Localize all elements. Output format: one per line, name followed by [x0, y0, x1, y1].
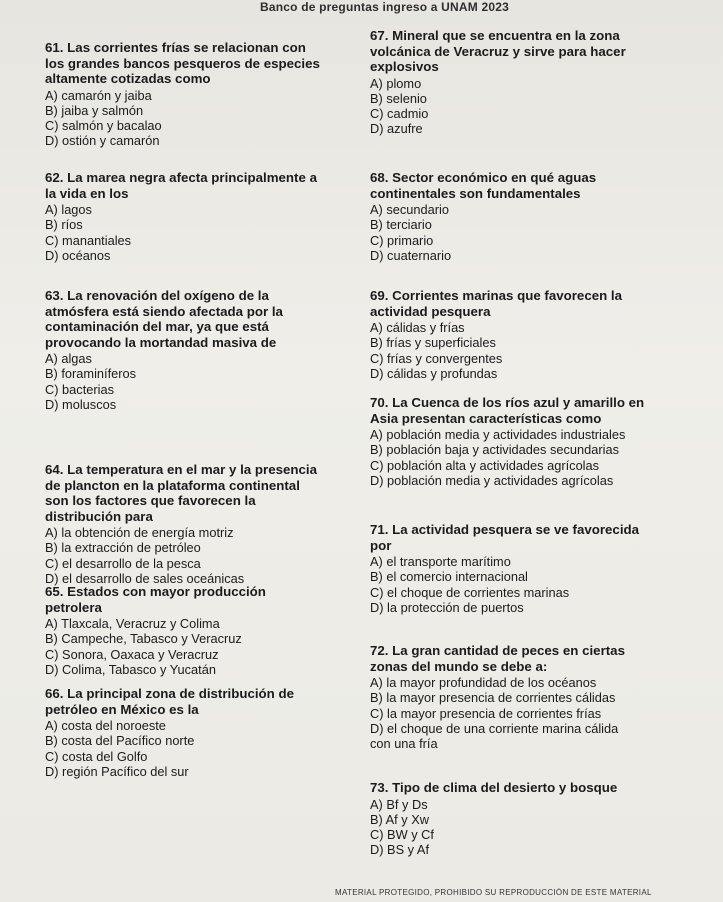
answer-option: B) costa del Pacífico norte — [45, 733, 195, 749]
answer-option: B) Campeche, Tabasco y Veracruz — [45, 631, 242, 647]
answer-options — [370, 76, 715, 137]
answer-option: A) población media y actividades industriales — [370, 427, 626, 442]
answer-option: A) lagos — [45, 202, 92, 217]
answer-option: C) cadmio — [370, 106, 429, 122]
answer-option: A) la mayor profundidad de los océanos — [370, 675, 597, 690]
question-stem: 69. Corrientes marinas que favorecen la actividad pesquera — [370, 288, 623, 319]
question-stem: 62. La marea negra afecta principalmente a la vida en los — [45, 170, 317, 201]
answer-options — [370, 554, 715, 615]
question-stem: 66. La principal zona de distribución de petróleo en México es la — [45, 686, 294, 717]
answer-option: D) cálidas y profundas — [370, 365, 498, 381]
answer-options — [45, 202, 345, 263]
answer-options — [45, 616, 345, 677]
answer-option: A) camarón y jaiba — [45, 87, 152, 103]
question-block — [370, 28, 715, 137]
answer-option: A) secundario — [370, 202, 449, 217]
answer-option: B) la extracción de petróleo — [45, 540, 201, 556]
answer-option: D) región Pacífico del sur — [45, 763, 189, 779]
answer-option: C) frías y convergentes — [370, 350, 503, 366]
answer-option: A) Bf y Ds — [370, 796, 428, 812]
answer-option: C) el desarrollo de la pesca — [45, 555, 201, 571]
answer-option: B) foraminíferos — [45, 366, 137, 382]
answer-options — [45, 525, 345, 586]
answer-option: A) Tlaxcala, Veracruz y Colima — [45, 616, 220, 631]
page-header: Banco de preguntas ingreso a UNAM 2023 — [260, 0, 509, 14]
answer-option: D) el choque de una corriente marina cálida con una fría — [370, 720, 619, 752]
answer-option: B) terciario — [370, 217, 432, 233]
answer-option: A) plomo — [370, 75, 422, 91]
answer-option: D) azufre — [370, 121, 423, 137]
answer-option: A) la obtención de energía motriz — [45, 525, 234, 540]
question-block — [45, 462, 345, 586]
answer-option: B) frías y superficiales — [370, 335, 496, 351]
question-block — [45, 288, 345, 412]
answer-option: C) salmón y bacalao — [45, 118, 162, 134]
answer-option: C) costa del Golfo — [45, 748, 148, 764]
answer-option: B) ríos — [45, 217, 83, 233]
answer-option: D) población media y actividades agrícolas — [370, 472, 614, 488]
answer-option: C) población alta y actividades agrícolas — [370, 457, 600, 473]
answer-option: C) la mayor presencia de corrientes frías — [370, 705, 602, 721]
answer-option: C) manantiales — [45, 232, 132, 248]
question-stem: 65. Estados con mayor producción petrolera — [45, 584, 266, 615]
answer-options — [370, 675, 715, 751]
answer-options — [370, 797, 715, 858]
right-column — [370, 0, 715, 880]
answer-options — [45, 718, 345, 779]
question-block — [370, 643, 715, 751]
answer-options — [370, 202, 715, 263]
left-column — [45, 0, 345, 880]
answer-option: C) Sonora, Oaxaca y Veracruz — [45, 646, 219, 662]
answer-option: B) población baja y actividades secundarias — [370, 442, 619, 458]
answer-option: B) Af y Xw — [370, 811, 430, 827]
answer-option: C) el choque de corrientes marinas — [370, 584, 570, 600]
answer-option: D) océanos — [45, 247, 111, 263]
question-stem: 64. La temperatura en el mar y la presencia de plancton en la plataforma continental son los factores que favorecen la distribución para — [45, 462, 317, 524]
answer-option: C) primario — [370, 232, 434, 248]
question-stem: 70. La Cuenca de los ríos azul y amarillo en Asia presentan características como — [370, 395, 645, 426]
answer-option: B) la mayor presencia de corrientes cálidas — [370, 690, 616, 706]
answer-options — [370, 320, 715, 381]
answer-option: D) Colima, Tabasco y Yucatán — [45, 661, 216, 677]
answer-options — [45, 88, 345, 149]
question-block — [45, 170, 345, 263]
question-stem: 68. Sector económico en qué aguas continentales son fundamentales — [370, 170, 597, 201]
question-block — [45, 40, 345, 149]
answer-option: D) BS y Af — [370, 842, 430, 858]
question-stem: 67. Mineral que se encuentra en la zona volcánica de Veracruz y sirve para hacer explosivos — [370, 28, 626, 74]
question-block — [370, 395, 715, 488]
question-block — [370, 288, 715, 381]
question-stem: 73. Tipo de clima del desierto y bosque — [370, 780, 618, 795]
answer-option: D) el desarrollo de sales oceánicas — [45, 570, 245, 586]
answer-option: C) BW y Cf — [370, 827, 434, 843]
question-block — [45, 686, 345, 779]
question-stem: 72. La gran cantidad de peces en ciertas zonas del mundo se debe a: — [370, 643, 625, 674]
answer-option: D) moluscos — [45, 396, 117, 412]
answer-options — [45, 351, 345, 412]
answer-option: A) algas — [45, 351, 92, 366]
question-stem: 61. Las corrientes frías se relacionan con los grandes bancos pesqueros de especies altamente cotizadas como — [45, 40, 320, 86]
answer-option: D) ostión y camarón — [45, 133, 160, 149]
answer-option: B) selenio — [370, 90, 427, 106]
answer-options — [370, 427, 715, 488]
page-footer: MATERIAL PROTEGIDO, PROHIBIDO SU REPRODUCCIÓN DE ESTE MATERIAL — [335, 888, 652, 897]
question-block — [45, 584, 345, 677]
answer-option: B) el comercio internacional — [370, 569, 528, 585]
question-stem: 71. La actividad pesquera se ve favorecida por — [370, 522, 640, 553]
question-block — [370, 170, 715, 263]
answer-option: A) cálidas y frías — [370, 320, 465, 335]
question-stem: 63. La renovación del oxígeno de la atmósfera está siendo afectada por la contaminación del mar, ya que está provocando la mortandad masiva de — [45, 288, 283, 350]
answer-option: D) cuaternario — [370, 247, 452, 263]
answer-option: A) costa del noroeste — [45, 718, 166, 733]
answer-option: A) el transporte marítimo — [370, 554, 511, 569]
question-block — [370, 522, 715, 615]
answer-option: D) la protección de puertos — [370, 599, 524, 615]
answer-option: C) bacterias — [45, 381, 114, 397]
answer-option: B) jaiba y salmón — [45, 102, 144, 118]
question-block — [370, 780, 715, 858]
